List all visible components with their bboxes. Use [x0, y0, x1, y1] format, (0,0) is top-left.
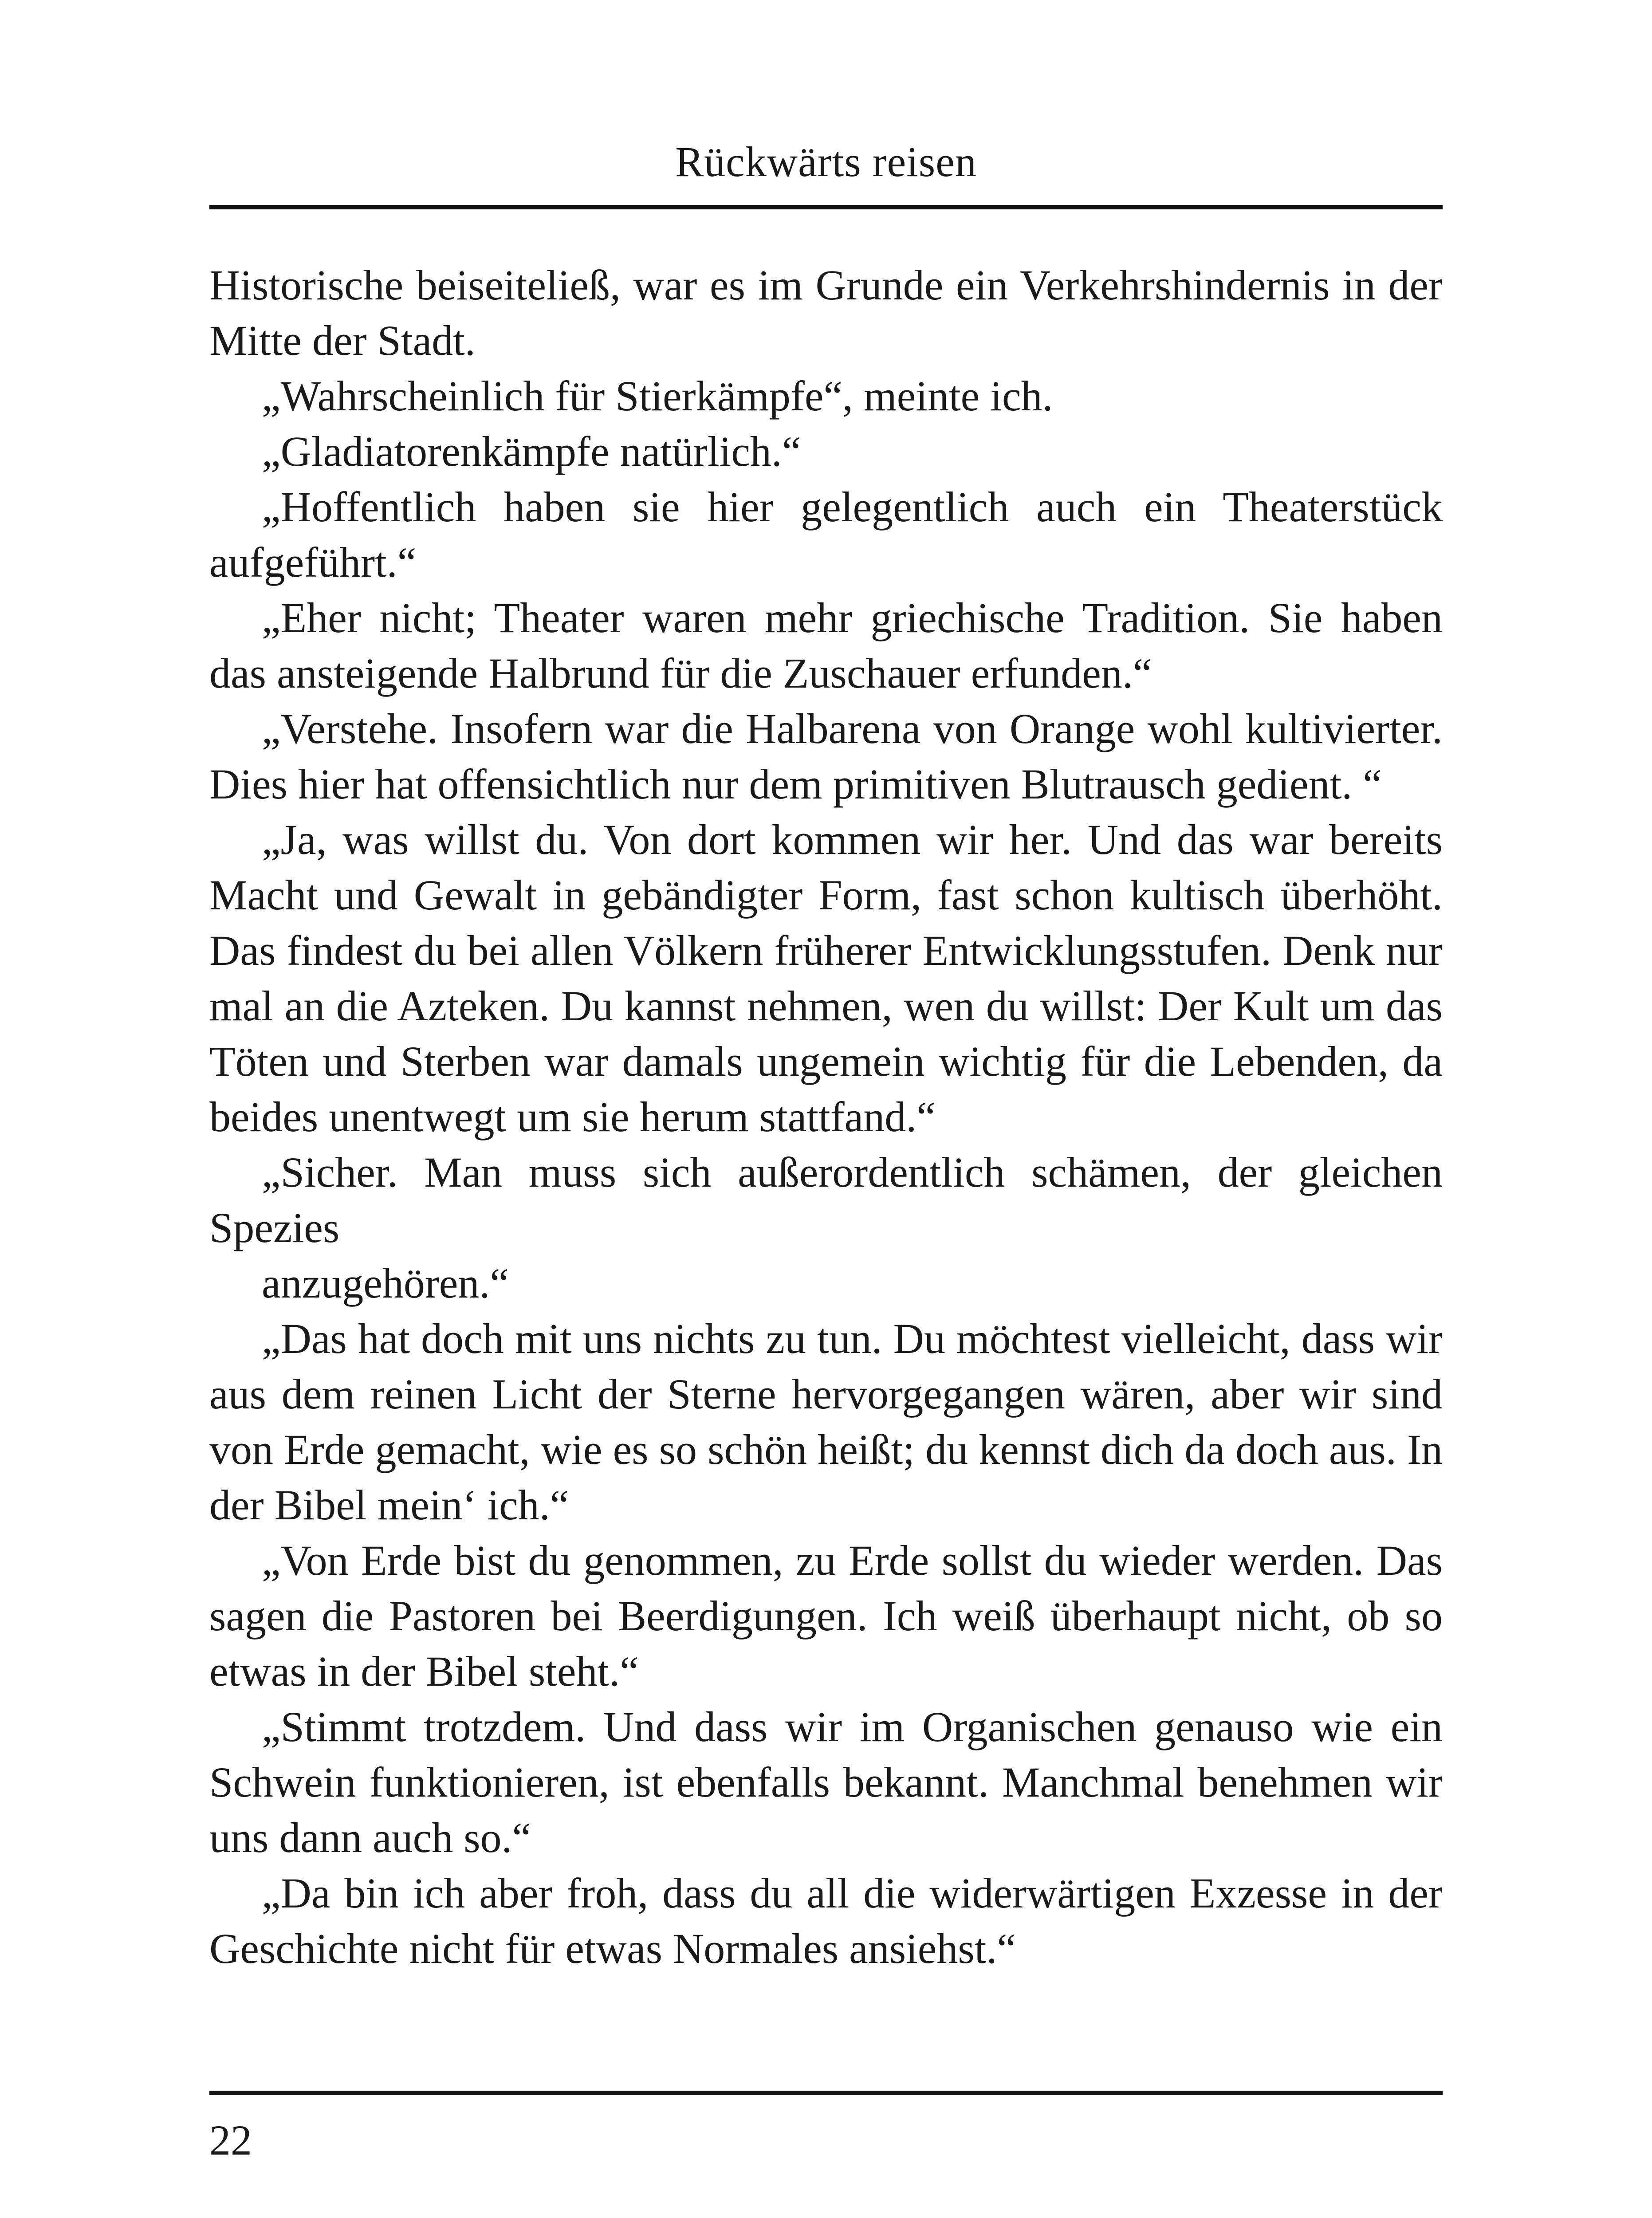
paragraph: „Das hat doch mit uns nichts zu tun. Du möchtest vielleicht, dass wir aus dem reinen Licht der Sterne hervorgegangen wären, aber wir sind von Erde gemacht, wie es so schön heißt; du kennst dich da doch aus. In der Bibel mein‘ ich.“	[209, 1315, 1443, 1529]
header-rule	[209, 205, 1443, 209]
paragraph: „Da bin ich aber froh, dass du all die widerwärtigen Exzesse in der Geschichte nicht für etwas Normales ansiehst.“	[209, 1869, 1443, 1972]
paragraph: Historische beiseiteließ, war es im Grunde ein Verkehrshindernis in der Mitte der Stadt.	[209, 261, 1443, 364]
paragraph: „Gladiatorenkämpfe natürlich.“	[262, 428, 801, 475]
body-text	[209, 257, 1443, 1976]
paragraph: „Eher nicht; Theater waren mehr griechische Tradition. Sie haben das ansteigende Halbrund für die Zuschauer erfunden.“	[209, 594, 1443, 697]
paragraph: „Von Erde bist du genommen, zu Erde sollst du wieder werden. Das sagen die Pastoren bei Beerdigungen. Ich weiß überhaupt nicht, ob so etwas in der Bibel steht.“	[209, 1537, 1443, 1695]
footer-rule	[209, 2091, 1443, 2095]
paragraph: „Verstehe. Insofern war die Halbarena von Orange wohl kultivierter. Dies hier hat offensichtlich nur dem primitiven Blutrausch gedient. “	[209, 705, 1443, 808]
paragraph: „Stimmt trotzdem. Und dass wir im Organischen genauso wie ein Schwein funktionieren, ist ebenfalls bekannt. Manchmal benehmen wir uns dann auch so.“	[209, 1703, 1443, 1861]
page-number: 22	[209, 2116, 252, 2164]
paragraph: „Ja, was willst du. Von dort kommen wir her. Und das war bereits Macht und Gewalt in gebändigter Form, fast schon kultisch überhöht. Das findest du bei allen Völkern früherer Entwicklungsstufen. Denk nur mal an die Azteken. Du kannst nehmen, wen du willst: Der Kult um das Töten und Sterben war damals ungemein wichtig für die Lebenden, da beides unentwegt um sie herum stattfand.“	[209, 816, 1443, 1140]
paragraph: „Wahrscheinlich für Stierkämpfe“, meinte ich.	[262, 372, 1053, 420]
running-header-title: Rückwärts reisen	[675, 138, 977, 185]
paragraph: „Hoffentlich haben sie hier gelegentlich auch ein Theaterstück aufgeführt.“	[209, 483, 1443, 586]
paragraph: anzugehören.“	[262, 1259, 509, 1307]
paragraph: „Sicher. Man muss sich außerordentlich schämen, der gleichen Spezies	[209, 1148, 1443, 1251]
